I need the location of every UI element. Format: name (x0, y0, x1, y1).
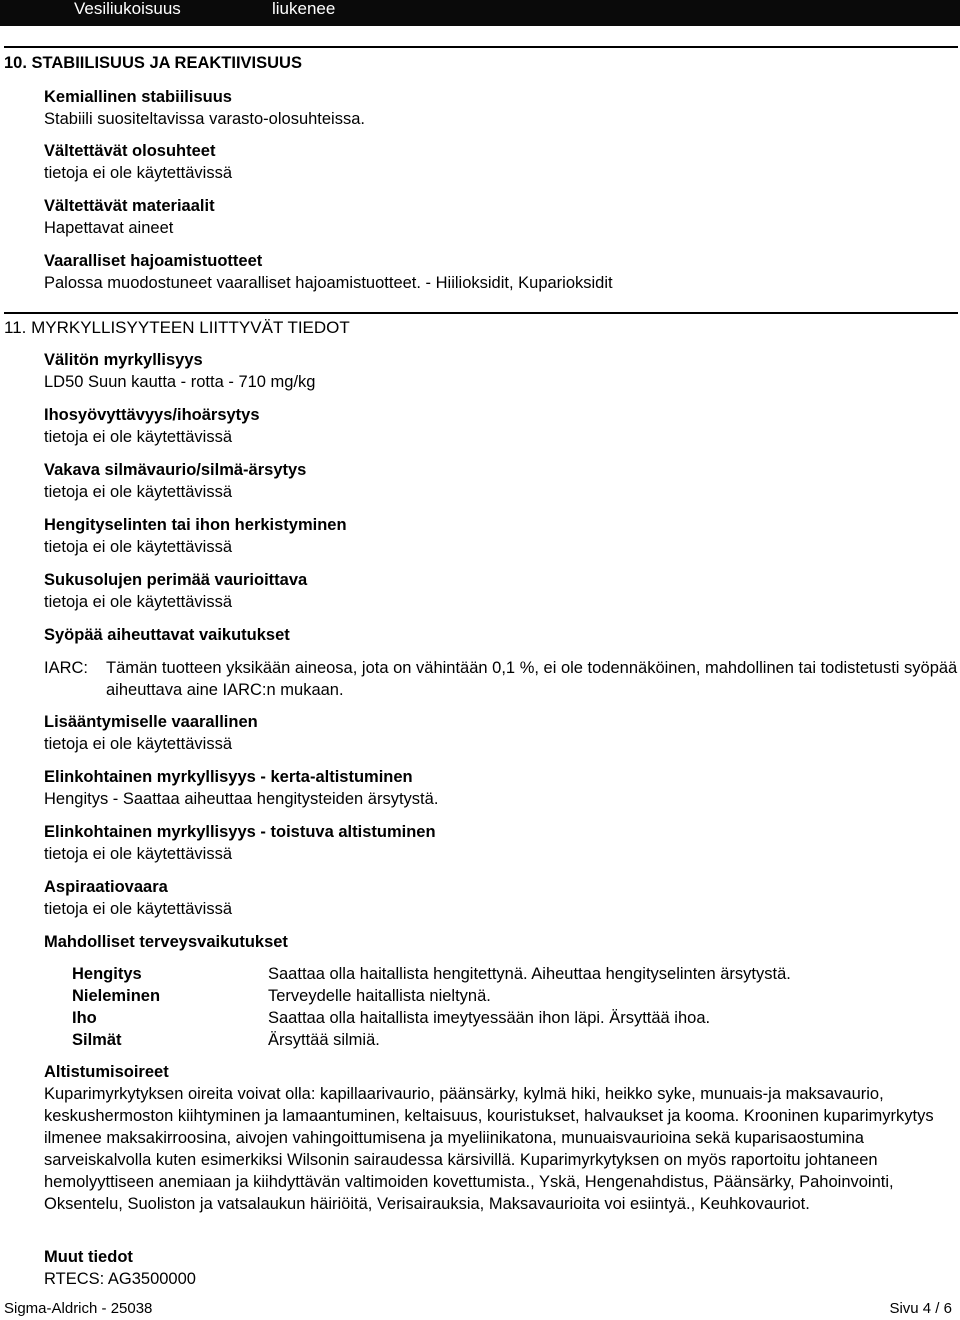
effect-text: Saattaa olla haitallista hengitettynä. Aiheuttaa hengityselinten ärsytystä. (268, 965, 791, 983)
exposure-heading: Altistumisoireet (44, 1063, 169, 1081)
effect-text: Ärsyttää silmiä. (268, 1031, 380, 1049)
item-heading: Elinkohtainen myrkyllisyys - kerta-altistuminen (44, 768, 413, 786)
skin-corrosion-block (44, 404, 956, 448)
item-text: Stabiili suositeltavissa varasto-olosuhteissa. (44, 110, 365, 128)
effect-route: Iho (72, 1009, 97, 1027)
footer-product-id: Sigma-Aldrich - 25038 (4, 1300, 153, 1317)
iarc-text: Tämän tuotteen yksikään aineosa, jota on vähintään 0,1 %, ei ole todennäköinen, mahdollinen tai todistetusti syöpää aiheuttava aine IARC:n mukaan. (106, 659, 958, 699)
reproductive-block (44, 711, 956, 755)
effect-row (72, 1029, 952, 1051)
header-tab-solubility: Vesiliukoisuus (74, 0, 181, 18)
effect-row (72, 985, 952, 1007)
effect-route: Silmät (72, 1031, 122, 1049)
item-heading: Lisääntymiselle vaarallinen (44, 713, 258, 731)
section-rule (4, 312, 958, 314)
decomposition-block (44, 250, 956, 294)
stot-single-block (44, 766, 956, 810)
stot-repeated-block (44, 821, 956, 865)
health-effects-table (72, 963, 952, 1051)
conditions-block (44, 140, 956, 184)
item-heading: Kemiallinen stabiilisuus (44, 88, 232, 106)
item-text: tietoja ei ole käytettävissä (44, 900, 233, 918)
item-heading: Mahdolliset terveysvaikutukset (44, 933, 288, 951)
item-text: Hengitys - Saattaa aiheuttaa hengitysteiden ärsytystä. (44, 790, 439, 808)
item-heading: Välitön myrkyllisyys (44, 351, 203, 369)
item-heading: Vältettävät olosuhteet (44, 142, 216, 160)
sensitisation-block (44, 514, 956, 558)
item-heading: Aspiraatiovaara (44, 878, 168, 896)
aspiration-block (44, 876, 956, 920)
item-heading: Sukusolujen perimää vaurioittava (44, 571, 308, 589)
effect-text: Saattaa olla haitallista imeytyessään ihon läpi. Ärsyttää ihoa. (268, 1009, 711, 1027)
item-text: Hapettavat aineet (44, 219, 174, 237)
item-heading: Vältettävät materiaalit (44, 197, 215, 215)
stability-block (44, 86, 956, 130)
header-bar (0, 0, 960, 26)
item-heading: Vakava silmävaurio/silmä-ärsytys (44, 461, 307, 479)
item-text: tietoja ei ole käytettävissä (44, 593, 233, 611)
item-heading: Syöpää aiheuttavat vaikutukset (44, 626, 290, 644)
effect-row (72, 1007, 952, 1029)
item-text: tietoja ei ole käytettävissä (44, 538, 233, 556)
carcinogenicity-block (44, 624, 956, 646)
item-text: tietoja ei ole käytettävissä (44, 428, 233, 446)
mutagenicity-block (44, 569, 956, 613)
effect-route: Nieleminen (72, 987, 161, 1005)
effect-row (72, 963, 952, 985)
effect-route: Hengitys (72, 965, 142, 983)
eye-damage-block (44, 459, 956, 503)
item-text: Palossa muodostuneet vaaralliset hajoamistuotteet. - Hiilioksidit, Kuparioksidit (44, 274, 613, 292)
item-heading: Elinkohtainen myrkyllisyys - toistuva altistuminen (44, 823, 436, 841)
health-effects-block (44, 931, 956, 953)
section-11-title: 11. MYRKYLLISYYTEEN LIITTYVÄT TIEDOT (4, 318, 350, 337)
materials-block (44, 195, 956, 239)
other-heading: Muut tiedot (44, 1248, 133, 1266)
other-info-block (44, 1246, 956, 1290)
section-10-title: 10. STABIILISUUS JA REAKTIIVISUUS (4, 54, 302, 72)
item-heading: Ihosyövyttävyys/ihoärsytys (44, 406, 260, 424)
item-text: LD50 Suun kautta - rotta - 710 mg/kg (44, 373, 316, 391)
footer-page-number: Sivu 4 / 6 (889, 1300, 952, 1317)
item-text: tietoja ei ole käytettävissä (44, 735, 233, 753)
header-tab-value: liukenee (272, 0, 336, 18)
section-rule (4, 46, 958, 48)
item-text: tietoja ei ole käytettävissä (44, 483, 233, 501)
item-heading: Hengityselinten tai ihon herkistyminen (44, 516, 347, 534)
rtecs-text: RTECS: AG3500000 (44, 1270, 196, 1288)
item-text: tietoja ei ole käytettävissä (44, 164, 233, 182)
iarc-label: IARC: (44, 659, 89, 677)
effect-text: Terveydelle haitallista nieltynä. (268, 987, 491, 1005)
exposure-symptoms-block (44, 1061, 958, 1215)
exposure-text: Kuparimyrkytyksen oireita voivat olla: kapillaarivaurio, päänsärky, kylmä hiki, heikko syke, munuais-ja maksavaurio, keskushermoston kiihtyminen ja lamaantuminen, keltaisuus, kouristukset, halvaukset ja kooma. Krooninen kuparimyrkytys ilmenee maksakirroosina, aivojen vahingoittumisena ja myeliinikatona, munuaisvaurioina sekä kuparisaostumina sarveiskalvolla kuten esimerkiksi Wilsonin sairaudessa kärsivillä. Kuparimyrkytyksen on myös raportoitu johtaneen hemolyyttiseen anemiaan ja kiihdyttävän valtimoiden kovettumista., Yskä, Hengenahdistus, Päänsärky, Pahoinvointi, Oksentelu, Suoliston ja vatsalaukun häiriöitä, Verisairauksia, Maksavaurioita voi esiintyä., Keuhkovauriot. (44, 1085, 934, 1213)
item-heading: Vaaralliset hajoamistuotteet (44, 252, 263, 270)
acute-toxicity-block (44, 349, 956, 393)
item-text: tietoja ei ole käytettävissä (44, 845, 233, 863)
